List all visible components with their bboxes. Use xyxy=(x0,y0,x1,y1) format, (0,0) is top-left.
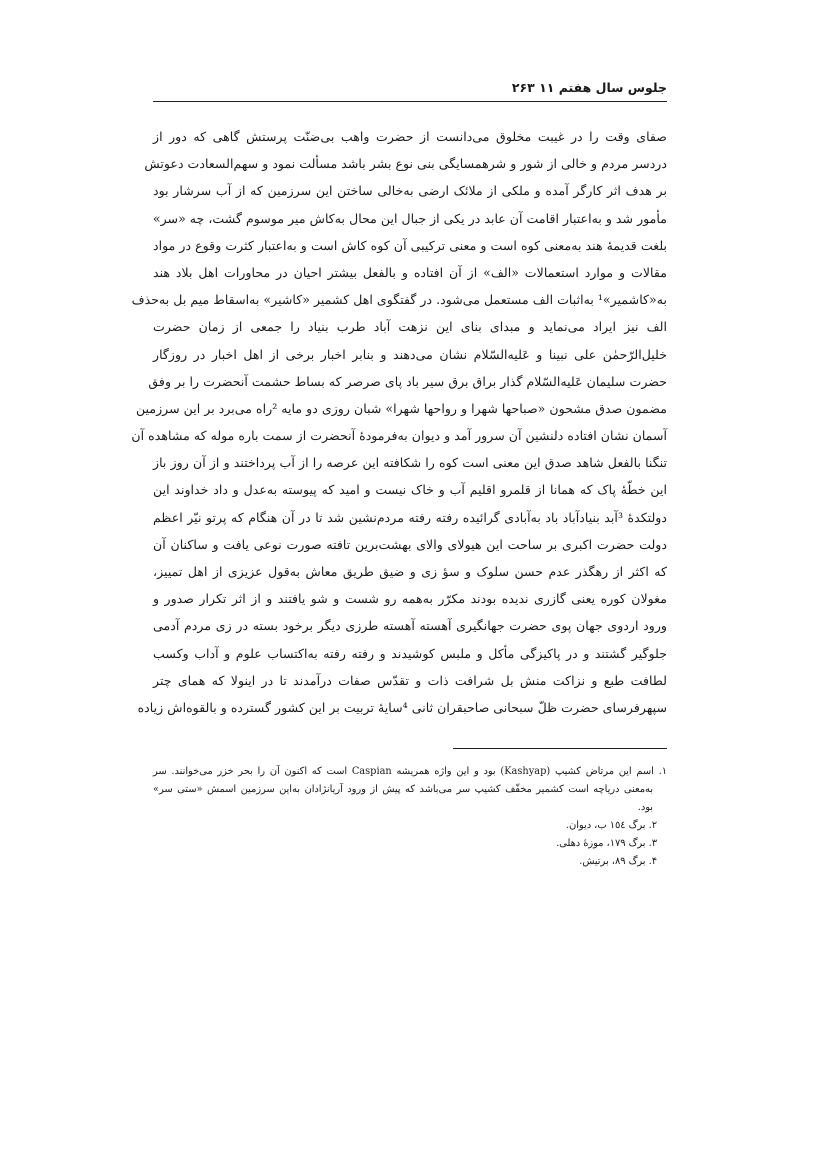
body-line: لطافت طبع و نزاکت منش بل شرافت ذات و تقدّس صفات درآمدند تا در اینولا که همای چتر xyxy=(153,672,667,688)
body-line: این خطّهٔ پاک که همانا از قلمرو اقلیم آب و خاک نیست و امید که پیوسته به‌عدل و داد خداوند این xyxy=(153,482,667,498)
body-line: صفای وقت را در غیبت مخلوق می‌دانست از حضرت واهب بی‌ضنّت پرستش گاهی که دور از xyxy=(153,129,667,144)
body-line: بلغت قدیمهٔ هند به‌معنی کوه است و معنی ترکیبی آن کوه کاش است و به‌اعتبار کثرت وقوع در مواد xyxy=(153,237,667,253)
body-line: دردسر مردم و خالی از شور و شرهمسایگی بنی نوع بشر باشد مسألت نمود و سهم‌السعادت دعوتش xyxy=(144,156,667,172)
body-line: مقالات و موارد استعمالات «الف» از آن افتاده و بالفعل بیشتر احیان در محاورات اهل بلاد هند xyxy=(153,264,667,280)
body-line: جلوگیر گشتند و در پاکیزگی مأکل و ملبس کوشیدند و رفته رفته به‌اکتساب علوم و آداب وکسب xyxy=(153,645,667,661)
body-line: تنگنا بالفعل شاهد صدق این معنی است کوه را شکافته این عرصه را از آب پرداختند و از آن روز باز xyxy=(153,455,667,471)
body-line: مضمون صدق مشحون «صباحها شهرا و رواحها شهرا» شبان روزی دو مایه ²راه می‌برد بر این سرزمین xyxy=(135,400,667,416)
body-line: حضرت سلیمان عَلیه‌السّلام گذار براق برق سیر باد پای صرصر که بساط حشمت آنحضرت را بر وفق xyxy=(148,373,667,389)
body-line: مغولان کوره یعنی گازری ندیده بودند مکرّر به‌همه رو شست و شو یافتند و از اثر تکرار صدور و xyxy=(153,591,667,607)
body-line: بر هدف اثر کارگر آمده و ملکی از ملائک ارضی به‌خالی ساختن این سرزمین که از آب سرشار بود xyxy=(153,183,667,199)
body-line: دولت حضرت اکبری بر ساحت این هیولای والای بهشت‌برین تافته صورت نوعی یافت و ساکنان آن xyxy=(153,536,667,552)
footnote-rule xyxy=(453,748,667,749)
body-line: سپهرفرسای حضرت ظلّ سبحانی صاحبقران ثانی ⁴سایهٔ تربیت بر این کشور گسترده و بالقوه‌اش زیاده xyxy=(137,699,667,715)
body-line: که اکثر از رهگذر عدم حسن سلوک و سؤ زی و ضیق طریق معاش به‌قول عزیزی از اهل تمییز، xyxy=(153,564,667,579)
body-line: به«کاشمیر»¹ به‌اثبات الف مستعمل می‌شود. در گفتگوی اهل کشمیر «کاشیر» به‌اسقاط میم بل به‌حذف xyxy=(131,292,667,308)
body-line: دولتکدهٔ ³آبد بنیادآباد باد به‌آبادی گرائیده رفته رفته مردم‌نشین شد تا در آن هنگام که پرتو نیّر اعظم xyxy=(153,509,667,525)
footnotes xyxy=(153,763,667,871)
running-head: جلوس سال هفتم ۱۱ ۲۶۳ xyxy=(511,80,667,95)
footnote-line: ۴. برگ ٨٩، برتیش. xyxy=(579,856,657,867)
footnote-line: ۱. اسم این مرتاض کشیپ (Kashyap) بود و این واژه همریشه Caspian است که اکنون آن را بحر خزر می‌خوانند. سر xyxy=(153,766,667,777)
header-rule xyxy=(153,101,667,102)
body-line: ورود اردوی جهان پوی حضرت جهانگیری آهسته آهسته طرزی دیگر برخود بسته در زی مردم آدمی xyxy=(153,618,667,634)
body-line: خلیل‌الرّحمٰن علی نبینا و عَلیه‌السّلام نشان می‌دهند و بنابر اخبار برخی از اهل اخبار در روزگار xyxy=(153,346,667,362)
body-text xyxy=(131,123,667,721)
body-line: مأمور شد و به‌اعتبار اقامت آن عابد در یکی از جبال این محال به‌کاش میر موسوم گشت، چه «سر» xyxy=(152,210,667,226)
body-line: الف نیز ایراد می‌نماید و مبدای بنای این نزهت آباد طرب بنیاد را جمعی از زمان حضرت xyxy=(153,319,667,335)
body-line: آسمان نشان افتاده دلنشین آن سرور آمد و دیوان به‌فرمودهٔ آنحضرت از سمت باره موله که مشاهده آن xyxy=(131,428,667,444)
footnote-line: به‌معنی دریاچه است کشمیر مخفّف کشیپ سر می‌باشد که پیش از ورود آریانژادان به‌این سرزمین اسمش «ستی سر» xyxy=(153,784,653,795)
footnote-line: ۳. برگ ١٧٩، موزهٔ دهلی. xyxy=(556,838,657,849)
footnote-line: ۲. برگ ١٥٤ ب، دیوان. xyxy=(565,820,657,831)
footnote-line: بود. xyxy=(637,802,653,813)
